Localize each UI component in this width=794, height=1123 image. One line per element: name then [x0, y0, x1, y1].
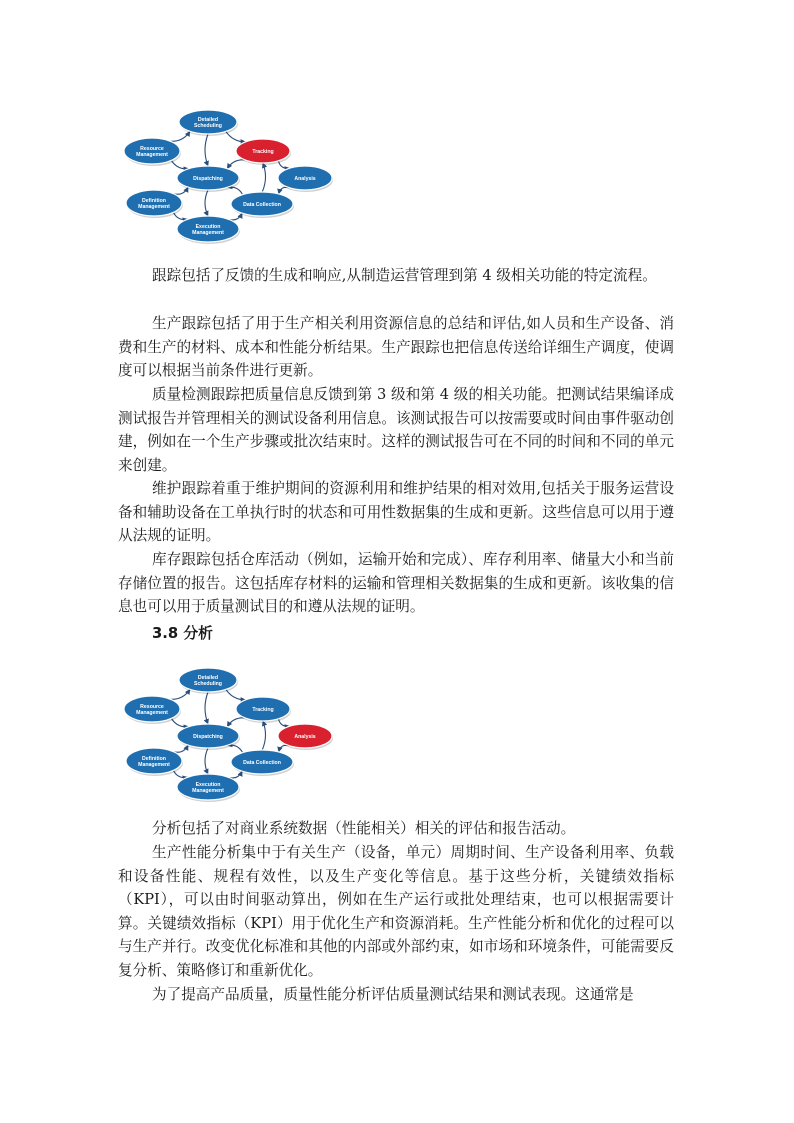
- node-label-definition-management: Definition: [142, 755, 166, 762]
- arrow-dispatching-to-execution_management: [205, 190, 208, 216]
- arrow-definition_management-to-dispatching: [174, 745, 188, 752]
- paragraph-analysis-intro: 分析包括了对商业系统数据（性能相关）相关的评估和报告活动。: [152, 820, 576, 837]
- arrow-tracking-to-dispatching: [227, 718, 245, 727]
- node-resource-management: [124, 696, 181, 724]
- arrow-data_collection-to-tracking: [262, 163, 265, 192]
- activity-diagram-tracking: [118, 106, 350, 254]
- arrow-detailed_scheduling-to-dispatching: [205, 134, 208, 166]
- node-label-resource-management: Management: [136, 709, 168, 716]
- node-label-detailed-scheduling: Detailed: [197, 674, 219, 681]
- arrow-definition_management-to-dispatching: [174, 187, 188, 194]
- node-label-data-collection: Data Collection: [243, 759, 281, 766]
- node-label-dispatching: Dispatching: [193, 733, 223, 740]
- arrow-tracking-to-dispatching: [227, 160, 245, 169]
- node-execution-management: [177, 216, 240, 244]
- node-label-execution-management: Execution: [195, 781, 221, 788]
- node-execution-management: [177, 774, 240, 802]
- node-label-resource-management: Resource: [140, 703, 164, 710]
- arrow-detailed_scheduling-to-tracking: [226, 689, 246, 699]
- node-definition-management: [126, 748, 183, 776]
- node-tracking: [236, 139, 291, 165]
- node-dispatching: [177, 166, 240, 192]
- node-analysis: [278, 724, 333, 750]
- node-analysis: [278, 166, 333, 192]
- node-label-detailed-scheduling: Scheduling: [194, 680, 222, 687]
- node-label-execution-management: Execution: [195, 223, 221, 230]
- node-data-collection: [231, 192, 294, 218]
- node-data-collection: [231, 750, 294, 776]
- tracking-diagram-svg: [118, 106, 350, 254]
- arrow-resource_management-to-detailed_scheduling: [171, 131, 190, 141]
- node-label-execution-management: Management: [192, 787, 224, 794]
- node-label-dispatching: Dispatching: [193, 175, 223, 182]
- node-label-definition-management: Management: [138, 203, 170, 210]
- arrow-detailed_scheduling-to-dispatching: [205, 692, 208, 724]
- node-label-analysis: Analysis: [294, 733, 316, 740]
- node-label-resource-management: Management: [136, 151, 168, 158]
- activity-diagram-analysis: [118, 664, 350, 812]
- node-definition-management: [126, 190, 183, 218]
- node-label-definition-management: Management: [138, 761, 170, 768]
- node-label-data-collection: Data Collection: [243, 201, 281, 208]
- arrow-detailed_scheduling-to-tracking: [226, 131, 246, 141]
- node-label-definition-management: Definition: [142, 197, 166, 204]
- node-label-analysis: Analysis: [294, 175, 316, 182]
- arrow-resource_management-to-detailed_scheduling: [171, 689, 190, 699]
- paragraph-production-analysis: 生产性能分析集中于有关生产（设备，单元）周期时间、生产设备利用率、负载和设备性能、规程有效性，以及生产变化等信息。基于这些分析，关键绩效指标（KPI），可以由时间驱动算出，例如在生产运行或批处理结束，也可以根据需要计算。关键绩效指标（KPI）用于优化生产和资源消耗。生产性能分析和优化的过程可以与生产并行。改变优化标准和其他的内部或外部约束，如市场和环境条件，可能需要反复分析、策略修订和重新优化。: [118, 844, 674, 979]
- arrow-resource_management-to-dispatching: [171, 718, 188, 726]
- node-label-tracking: Tracking: [252, 706, 274, 713]
- node-tracking: [236, 697, 291, 723]
- paragraph-inventory-tracking: 库存跟踪包括仓库活动（例如，运输开始和完成）、库存利用率、储量大小和当前存储位置的报告。这包括库存材料的运输和管理相关数据集的生成和更新。该收集的信息也可以用于质量测试目的和遵从法规的证明。: [118, 551, 674, 616]
- arrow-resource_management-to-dispatching: [171, 160, 188, 168]
- arrow-data_collection-to-tracking: [262, 721, 265, 750]
- node-detailed-scheduling: [179, 668, 238, 694]
- node-label-tracking: Tracking: [252, 148, 274, 155]
- arrow-execution_management-to-data_collection: [229, 213, 242, 220]
- node-resource-management: [124, 138, 181, 166]
- paragraph-maintenance-tracking: 维护跟踪着重于维护期间的资源利用和维护结果的相对效用,包括关于服务运营设备和辅助设备在工单执行时的状态和可用性数据集的生成和更新。这些信息可以用于遵从法规的证明。: [118, 480, 674, 545]
- node-dispatching: [177, 724, 240, 750]
- node-label-detailed-scheduling: Detailed: [197, 116, 219, 123]
- arrow-dispatching-to-execution_management: [205, 748, 208, 774]
- section-heading-analysis: 3.8 分析: [152, 625, 213, 642]
- paragraph-quality-analysis: 为了提高产品质量，质量性能分析评估质量测试结果和测试表现。这通常是: [152, 986, 634, 1003]
- arrow-execution_management-to-data_collection: [229, 771, 242, 778]
- paragraph-production-tracking: 生产跟踪包括了用于生产相关利用资源信息的总结和评估,如人员和生产设备、消费和生产的材料、成本和性能分析结果。生产跟踪也把信息传送给详细生产调度，使调度可以根据当前条件进行更新。: [118, 315, 674, 380]
- node-label-detailed-scheduling: Scheduling: [194, 122, 222, 129]
- paragraph-quality-tracking: 质量检测跟踪把质量信息反馈到第 3 级和第 4 级的相关功能。把测试结果编译成测试报告并管理相关的测试设备利用信息。该测试报告可以按需要或时间由事件驱动创建，例如在一个生产步骤或批次结束时。这样的测试报告可在不同的时间和不同的单元来创建。: [118, 386, 674, 474]
- paragraph-tracking-intro: 跟踪包括了反馈的生成和响应,从制造运营管理到第 4 级相关功能的特定流程。: [152, 267, 657, 284]
- node-label-execution-management: Management: [192, 229, 224, 236]
- node-label-resource-management: Resource: [140, 145, 164, 152]
- node-detailed-scheduling: [179, 110, 238, 136]
- analysis-diagram-svg: [118, 664, 350, 812]
